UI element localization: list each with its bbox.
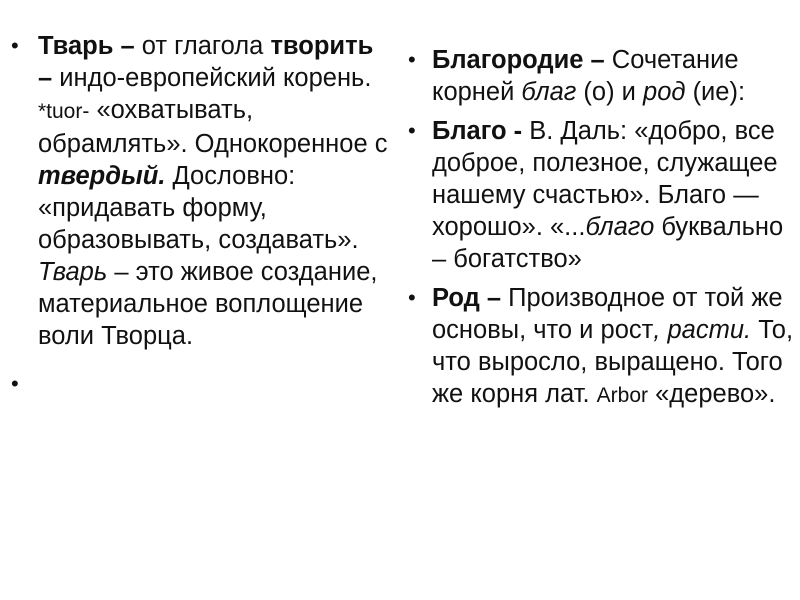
list-item-blago	[398, 115, 800, 275]
text-span: (о) и	[576, 78, 644, 106]
bullet-icon: •	[408, 118, 416, 143]
term-blagorodie: Благородие –	[432, 46, 605, 74]
bullet-icon: •	[408, 285, 416, 310]
text-span: – это живое создание, материальное воплощение воли Творца.	[38, 258, 378, 350]
term-tvar-italic: Тварь	[38, 258, 108, 286]
term-tvorit: творить –	[38, 32, 374, 92]
term-tverdyi: твердый.	[38, 162, 166, 190]
bullet-icon: •	[11, 371, 19, 396]
term-arbor: Arbor	[596, 384, 648, 407]
bullet-icon: •	[408, 47, 416, 72]
term-blag: благ	[521, 78, 577, 106]
term-rasti: , расти.	[653, 316, 752, 344]
term-blago-italic: благо	[585, 213, 655, 241]
text-span: В. Даль: «добро, все доброе, полезное, служащее нашему счастью». Благо — хорошо». «...	[432, 117, 778, 241]
root-tuor: *tuor-	[38, 100, 90, 123]
term-rod-bold: Род –	[432, 284, 502, 312]
bullet-icon: •	[11, 33, 19, 58]
text-span: Сочетание корней	[432, 46, 739, 106]
text-span: «охватывать, обрамлять». Однокоренное с	[38, 96, 388, 158]
left-bullet-list	[0, 30, 390, 396]
right-column	[398, 0, 800, 419]
text-span: индо-европейский корень.	[52, 64, 372, 92]
text-span: (ие):	[685, 78, 746, 106]
term-rod: род	[643, 78, 686, 106]
list-item-rod	[398, 282, 800, 412]
left-column	[0, 0, 390, 396]
term-blago: Благо -	[432, 117, 523, 145]
right-bullet-list	[398, 44, 800, 412]
term-tvar: Тварь –	[38, 32, 135, 60]
text-span: «дерево».	[648, 380, 776, 408]
text-span: Дословно: «придавать форму, образовывать, создавать».	[38, 162, 359, 254]
text-span: от глагола	[134, 32, 271, 60]
list-item-tvar	[0, 30, 390, 352]
text-span: То, что выросло, выращено. Того же корня лат.	[432, 316, 794, 408]
text-span: буквально – богатство»	[432, 213, 784, 273]
text-span: Производное от той же основы, что и рост	[432, 284, 783, 344]
list-item-blagorodie	[398, 44, 800, 108]
